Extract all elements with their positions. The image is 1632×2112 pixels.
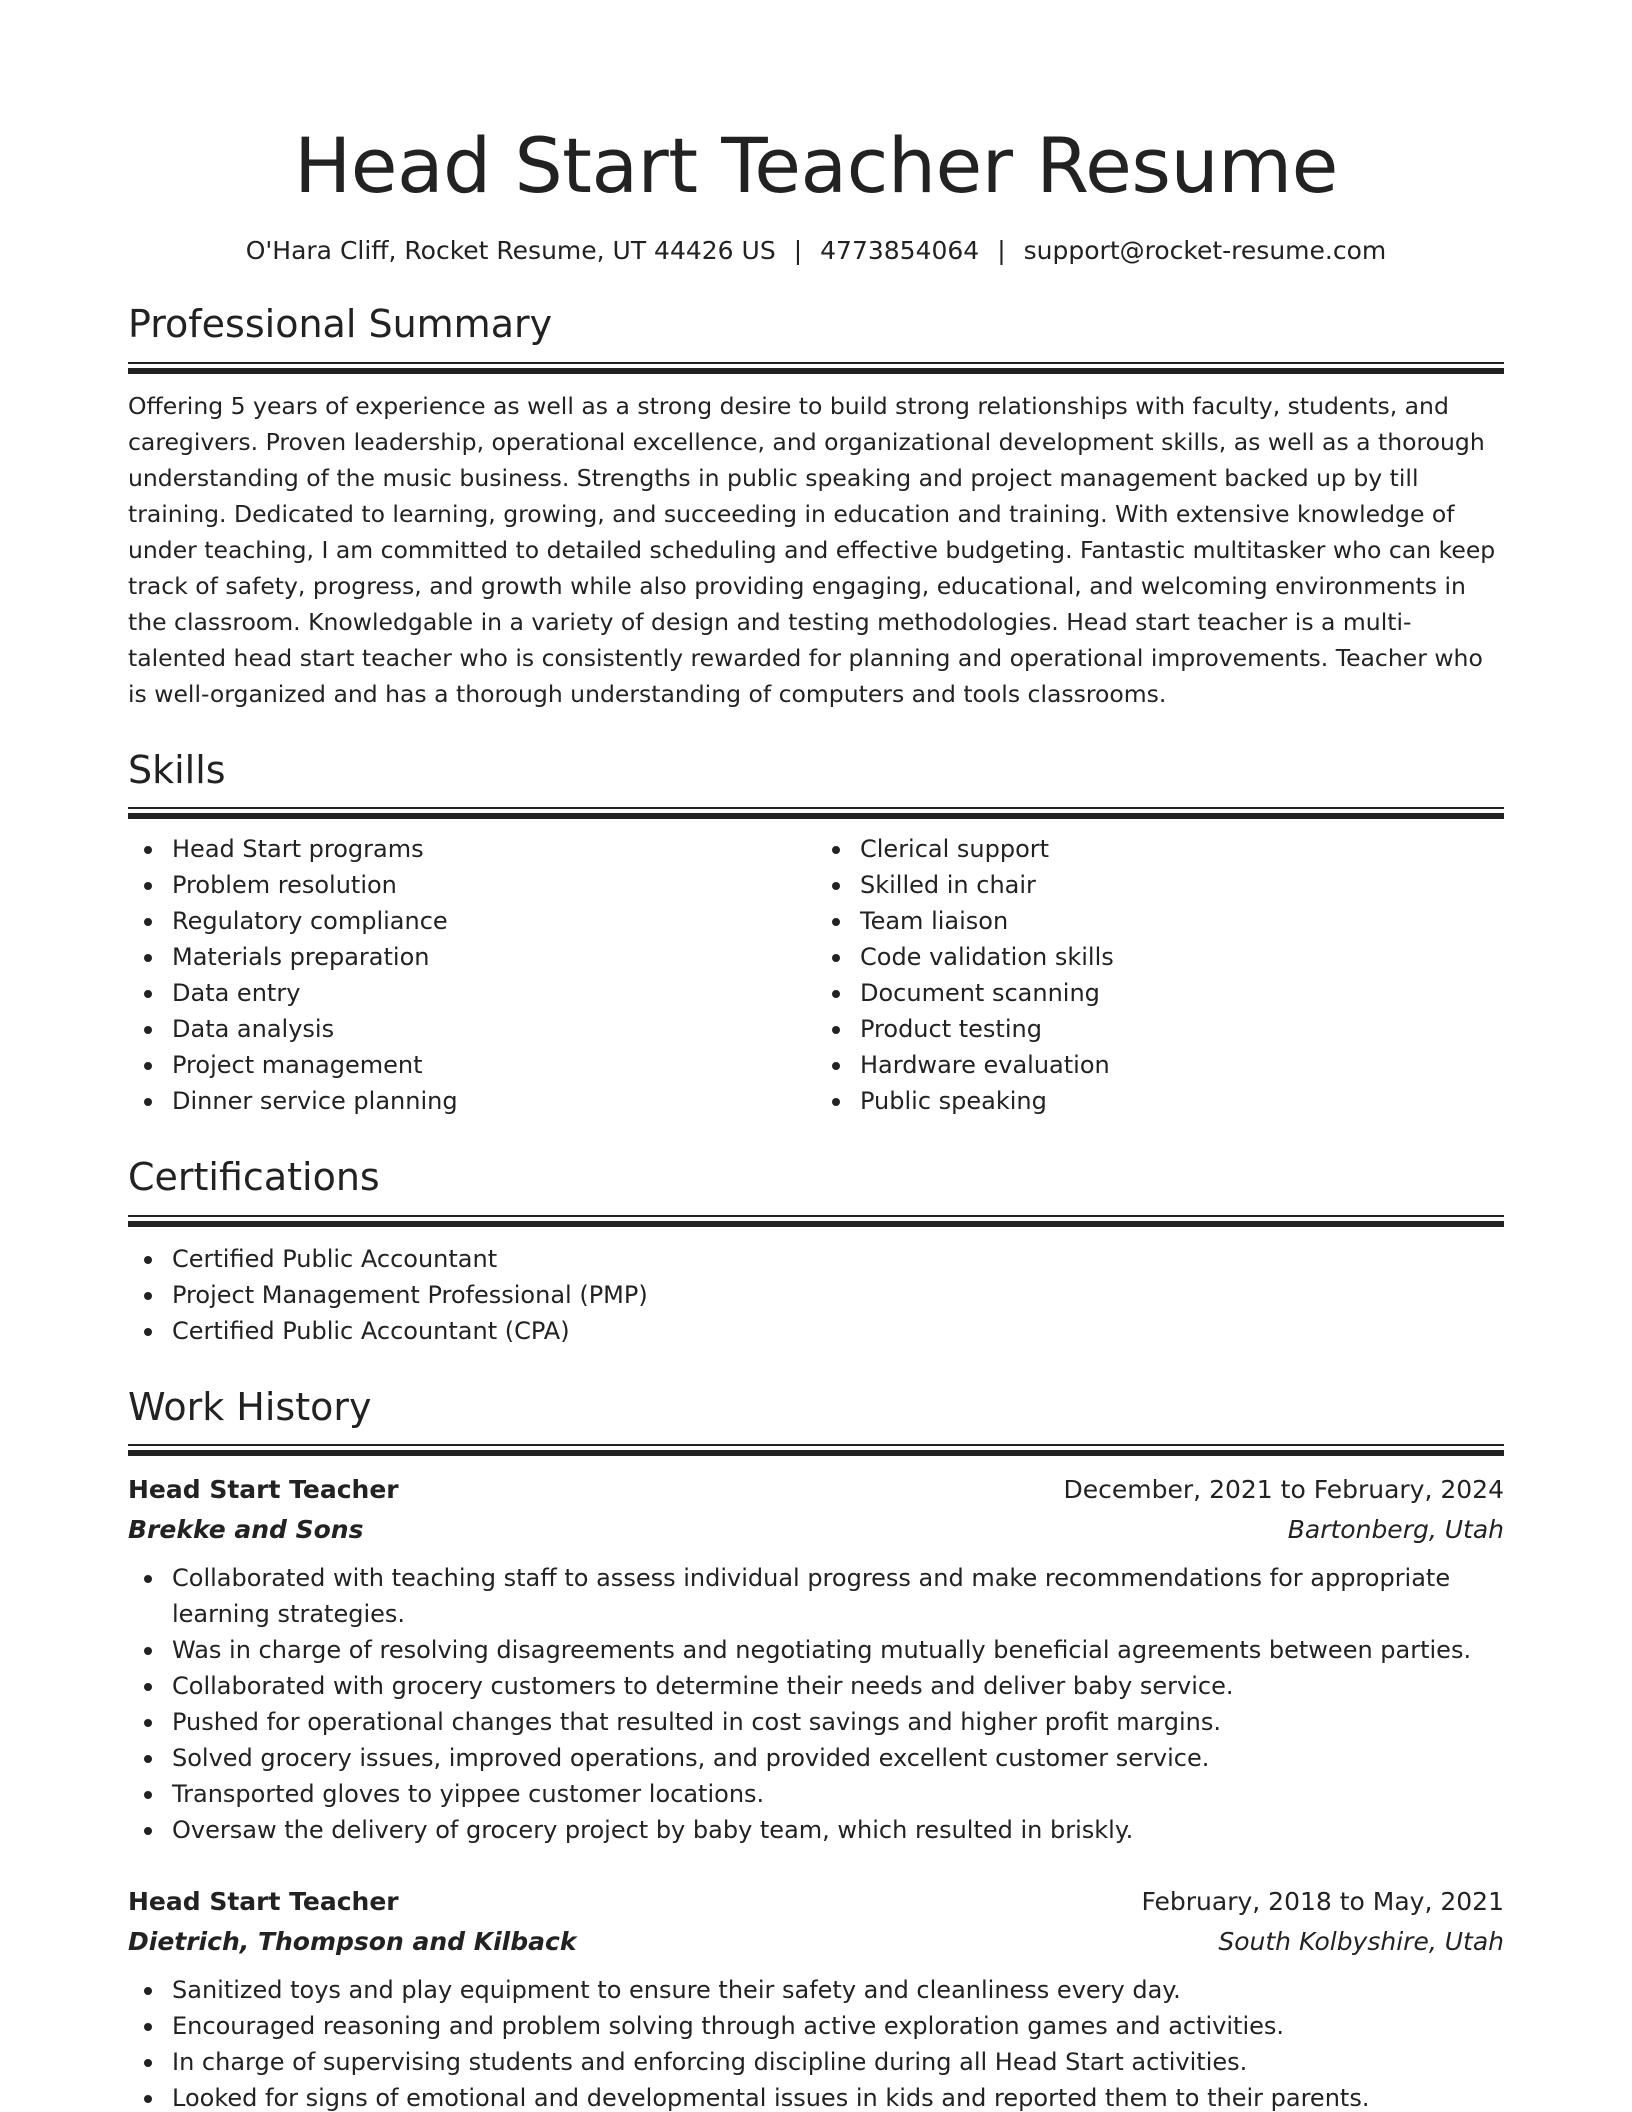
skill-item: Product testing <box>816 1011 1504 1047</box>
contact-phone: 4773854064 <box>820 236 980 265</box>
section-divider <box>128 1215 1504 1227</box>
job-entry <box>128 1470 1504 1848</box>
job-dates: December, 2021 to February, 2024 <box>1063 1475 1504 1505</box>
job-bullet-list <box>128 1972 1504 2112</box>
skill-item: Regulatory compliance <box>128 903 816 939</box>
job-bullet-list <box>128 1560 1504 1848</box>
certification-item: Project Management Professional (PMP) <box>128 1277 1504 1313</box>
job-dates: February, 2018 to May, 2021 <box>1141 1887 1504 1917</box>
contact-separator: | <box>793 236 803 265</box>
job-bullet: Looked for signs of emotional and developmental issues in kids and reported them to their parents. <box>128 2080 1504 2112</box>
job-entry <box>128 1882 1504 2112</box>
work-history-section <box>128 1385 1504 2112</box>
skill-item: Clerical support <box>816 831 1504 867</box>
job-bullet: Oversaw the delivery of grocery project by baby team, which resulted in briskly. <box>128 1812 1504 1848</box>
skill-item: Materials preparation <box>128 939 816 975</box>
certifications-section <box>128 1155 1504 1349</box>
section-divider <box>128 807 1504 819</box>
section-divider <box>128 1444 1504 1456</box>
contact-email[interactable]: support@rocket-resume.com <box>1023 236 1387 265</box>
job-company-row <box>128 1510 1504 1550</box>
job-bullet: Was in charge of resolving disagreements and negotiating mutually beneficial agreements between parties. <box>128 1632 1504 1668</box>
skill-item: Team liaison <box>816 903 1504 939</box>
job-bullet: Sanitized toys and play equipment to ensure their safety and cleanliness every day. <box>128 1972 1504 2008</box>
skill-item: Data analysis <box>128 1011 816 1047</box>
job-title: Head Start Teacher <box>128 1475 399 1505</box>
skills-columns <box>128 831 1504 1119</box>
job-bullet: Solved grocery issues, improved operations, and provided excellent customer service. <box>128 1740 1504 1776</box>
section-heading-skills: Skills <box>128 747 226 792</box>
job-bullet: Transported gloves to yippee customer locations. <box>128 1776 1504 1812</box>
skills-list-left <box>128 831 816 1119</box>
skill-item: Document scanning <box>816 975 1504 1011</box>
contact-separator: | <box>997 236 1006 265</box>
job-bullet: In charge of supervising students and enforcing discipline during all Head Start activities. <box>128 2044 1504 2080</box>
contact-address: O'Hara Cliff, Rocket Resume, UT 44426 US <box>245 236 776 265</box>
skill-item: Public speaking <box>816 1083 1504 1119</box>
certification-item: Certified Public Accountant (CPA) <box>128 1313 1504 1349</box>
certifications-list <box>128 1241 1504 1349</box>
certification-item: Certified Public Accountant <box>128 1241 1504 1277</box>
contact-line <box>128 236 1504 266</box>
job-location: Bartonberg, Utah <box>1287 1515 1504 1545</box>
skill-item: Head Start programs <box>128 831 816 867</box>
section-divider <box>128 362 1504 374</box>
job-title: Head Start Teacher <box>128 1887 399 1917</box>
job-bullet: Encouraged reasoning and problem solving through active exploration games and activities. <box>128 2008 1504 2044</box>
skill-item: Project management <box>128 1047 816 1083</box>
skill-item: Code validation skills <box>816 939 1504 975</box>
job-company-row <box>128 1922 1504 1962</box>
job-location: South Kolbyshire, Utah <box>1218 1927 1504 1957</box>
section-heading-work-history: Work History <box>128 1384 372 1429</box>
section-heading-summary: Professional Summary <box>128 302 553 346</box>
job-company: Dietrich, Thompson and Kilback <box>128 1927 577 1957</box>
summary-section <box>128 302 1504 712</box>
skill-item: Data entry <box>128 975 816 1011</box>
job-bullet: Collaborated with teaching staff to assess individual progress and make recommendations for appropriate learning strategies. <box>128 1560 1504 1632</box>
skills-section <box>128 748 1504 1120</box>
skill-item: Skilled in chair <box>816 867 1504 903</box>
job-header-row <box>128 1882 1504 1922</box>
job-bullet: Collaborated with grocery customers to determine their needs and deliver baby service. <box>128 1668 1504 1704</box>
document-title: Head Start Teacher Resume <box>294 121 1338 210</box>
job-bullet: Pushed for operational changes that resulted in cost savings and higher profit margins. <box>128 1704 1504 1740</box>
skill-item: Problem resolution <box>128 867 816 903</box>
skill-item: Dinner service planning <box>128 1083 816 1119</box>
summary-text: Offering 5 years of experience as well as a strong desire to build strong relationships with faculty, students, and caregivers. Proven leadership, operational excellence, and organizational development skills, as well as a thorough understanding of the music business. Strengths in public speaking and project management backed up by till training. Dedicated to learning, growing, and succeeding in education and training. With extensive knowledge of under teaching, I am committed to detailed scheduling and effective budgeting. Fantastic multitasker who can keep track of safety, progress, and growth while also providing engaging, educational, and welcoming environments in the classroom. Knowledgable in a variety of design and testing methodologies. Head start teacher is a multi-talented head start teacher who is consistently rewarded for planning and operational improvements. Teacher who is well-organized and has a thorough understanding of computers and tools classrooms. <box>128 391 1496 708</box>
job-header-row <box>128 1470 1504 1510</box>
skills-list-right <box>816 831 1504 1119</box>
skill-item: Hardware evaluation <box>816 1047 1504 1083</box>
section-heading-certifications: Certifications <box>128 1155 380 1200</box>
job-company: Brekke and Sons <box>128 1515 364 1545</box>
